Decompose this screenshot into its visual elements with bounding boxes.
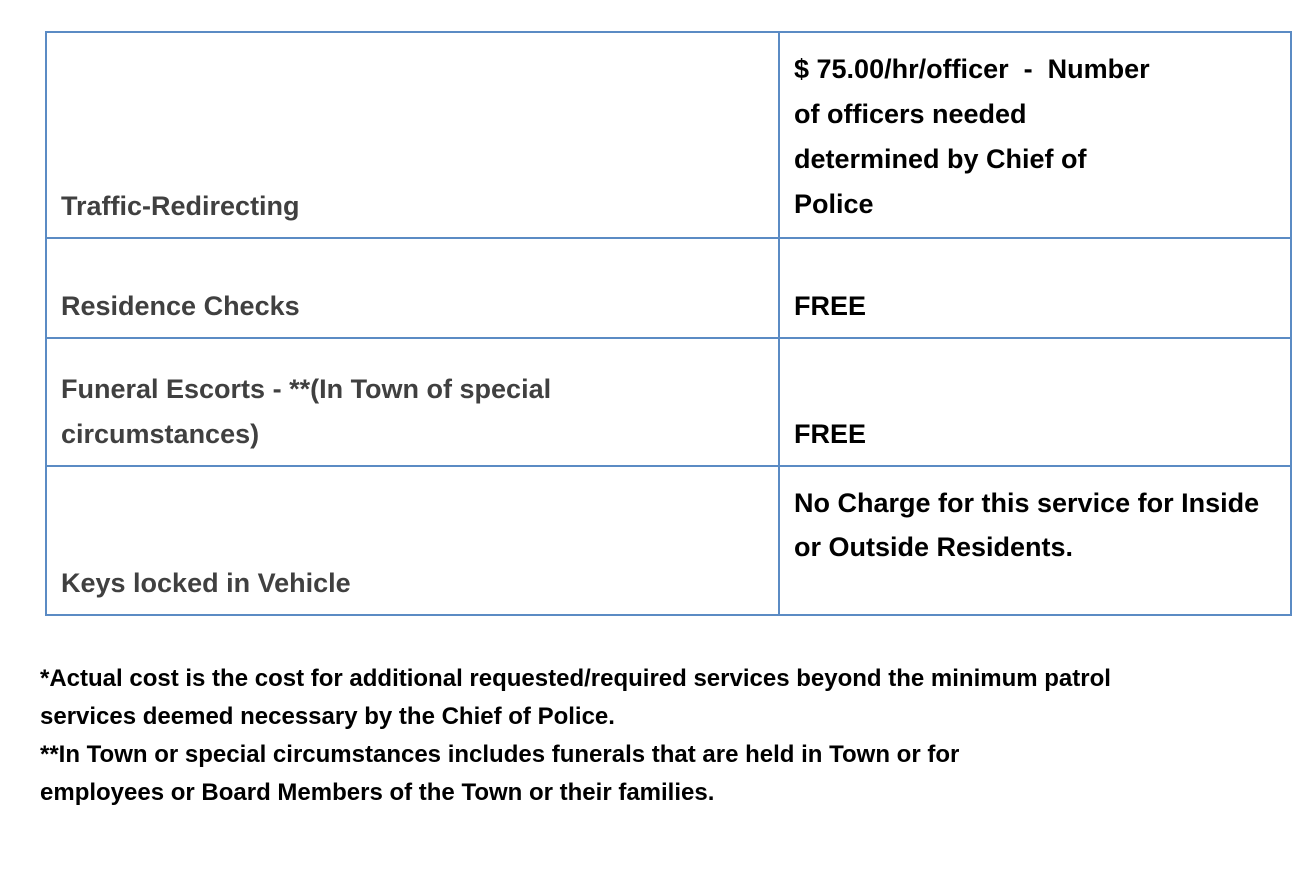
service-charge: FREE: [779, 238, 1291, 338]
footnote-line: services deemed necessary by the Chief of Police.: [40, 703, 615, 730]
service-charge: FREE: [779, 338, 1291, 466]
footnote-line: *Actual cost is the cost for additional requested/required services beyond the minimum patrol: [40, 665, 1111, 692]
charge-line: No Charge for this service for Inside: [794, 488, 1260, 518]
footnote-special-circumstances: [40, 736, 1240, 812]
service-name: Residence Checks: [46, 238, 779, 338]
police-services-fee-table: [45, 31, 1292, 616]
charge-line: $ 75.00/hr/officer - Number: [794, 54, 1150, 84]
table-row: [46, 238, 1291, 338]
charge-line: determined by Chief of: [794, 144, 1087, 174]
service-name: [46, 338, 779, 466]
service-name: Traffic-Redirecting: [46, 32, 779, 238]
charge-text: [794, 47, 1224, 227]
footnote-actual-cost: [40, 660, 1240, 736]
footnote-line: employees or Board Members of the Town or their families.: [40, 779, 715, 806]
table-row: [46, 32, 1291, 238]
service-name: Keys locked in Vehicle: [46, 466, 779, 615]
footnotes: [40, 660, 1240, 812]
service-line: Funeral Escorts - **(In Town of special: [61, 374, 552, 404]
service-line: circumstances): [61, 419, 260, 449]
table-row: [46, 466, 1291, 615]
service-charge: [779, 466, 1291, 615]
charge-line: Police: [794, 189, 874, 219]
table-row: [46, 338, 1291, 466]
footnote-line: **In Town or special circumstances includes funerals that are held in Town or for: [40, 741, 960, 768]
charge-line: of officers needed: [794, 99, 1027, 129]
charge-line: or Outside Residents.: [794, 532, 1074, 562]
service-charge: [779, 32, 1291, 238]
